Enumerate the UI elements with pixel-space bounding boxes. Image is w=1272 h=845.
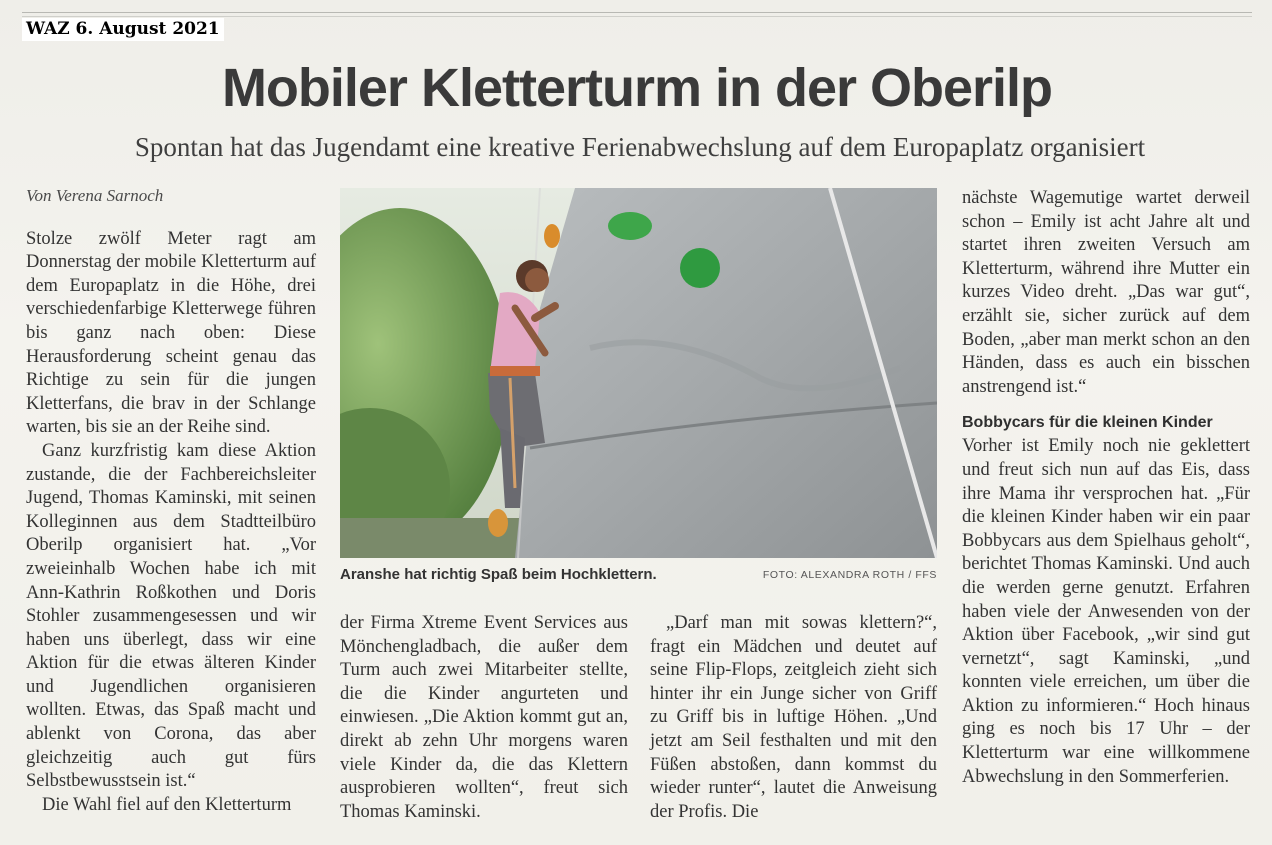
section-subtitle: Bobbycars für die kleinen Kinder (962, 414, 1213, 432)
article-photo (340, 188, 937, 558)
photo-credit: FOTO: ALEXANDRA ROTH / FFS (762, 569, 937, 581)
paragraph: Ganz kurzfristig kam diese Aktion zustande, die der Fachbereichsleiter Jugend, Thomas Kaminski, mit seinen Kolleginnen aus dem Stadtteilbüro Oberilp organisiert hat. „Vor zweieinhalb Wochen habe ich mit Ann-Kathrin Roßkothen und Doris Stohler zusammengesessen und wir haben uns überlegt, dass wir eine Aktion für die etwas älteren Kinder und Jugendlichen organisieren wollten. Etwas, das Spaß macht und ablenkt von Corona, das aber gleichzeitig auch gut fürs Selbstbewusstsein ist.“ (26, 440, 316, 792)
paragraph: Die Wahl fiel auf den Kletterturm (42, 794, 292, 815)
article-column-4 (962, 187, 1250, 789)
top-rule-secondary (22, 16, 1252, 17)
paragraph: der Firma Xtreme Event Services aus Mönchengladbach, die außer dem Turm auch zwei Mitarbeiter stellte, die die Kinder angurteten und einwiesen. „Die Aktion kommt gut an, direkt ab zehn Uhr morgens waren viele Kinder da, die das Klettern ausprobieren wollten“, freut sich Thomas Kaminski. (340, 613, 628, 822)
subheadline: Spontan hat das Jugendamt eine kreative Ferienabwechslung auf dem Europaplatz organisiert (134, 132, 1146, 162)
article-column-1 (26, 184, 316, 817)
paragraph: Vorher ist Emily noch nie geklettert und freut sich nun auf das Eis, dass ihre Mama ihr versprochen hat. „Für die kleinen Kinder haben wir ein paar Bobbycars aus dem Spielhaus geholt“, berichtet Thomas Kaminski. Und auch die werden gerne genutzt. Erfahren haben viele der Anwesenden von der Aktion über Facebook, „wir sind gut vernetzt“, sagt Kaminski, „und konnten viele erreichen, um über die Aktion zu informieren.“ Hoch hinaus ging es noch bis 17 Uhr – der Kletterturm war eine willkommene Abwechslung in den Sommerferien. (962, 436, 1250, 787)
article-column-3 (650, 612, 937, 824)
byline: Von Verena Sarnoch (26, 186, 164, 205)
source-label: WAZ 6. August 2021 (22, 18, 224, 41)
climbing-wall-photo (340, 188, 937, 558)
photo-caption: Aranshe hat richtig Spaß beim Hochklettern. (340, 566, 657, 583)
headline: Mobiler Kletterturm in der Oberilp (221, 58, 1053, 118)
photo-caption-bar (340, 566, 937, 588)
paragraph: „Darf man mit sowas klettern?“, fragt ein Mädchen und deutet auf seine Flip-Flops, zeitgleich zieht sich hinter ihr ein Junge sicher von Griff zu Griff bis in luftige Höhen. „Und jetzt am Seil festhalten und mit den Füßen abstoßen, dann kommst du wieder runter“, lautet die Anweisung der Profis. Die (650, 613, 937, 822)
top-rule (22, 12, 1252, 13)
article-column-2 (340, 612, 628, 824)
paragraph: nächste Wagemutige wartet derweil schon – Emily ist acht Jahre alt und startet ihren zweiten Versuch am Kletterturm, während ihre Mutter ein kurzes Video dreht. „Das war gut“, erzählt sie, sicher zurück auf dem Boden, „aber man merkt schon an den Händen, dass es auch ein bisschen anstrengend ist.“ (962, 188, 1250, 397)
paragraph: Stolze zwölf Meter ragt am Donnerstag der mobile Kletterturm auf dem Europaplatz in die Höhe, drei verschiedenfarbige Kletterwege führen bis ganz nach oben: Diese Herausforderung scheint genau das Richtige zu sein für die jungen Kletterfans, die brav in der Schlange warten, bis sie an der Reihe sind. (26, 228, 316, 438)
